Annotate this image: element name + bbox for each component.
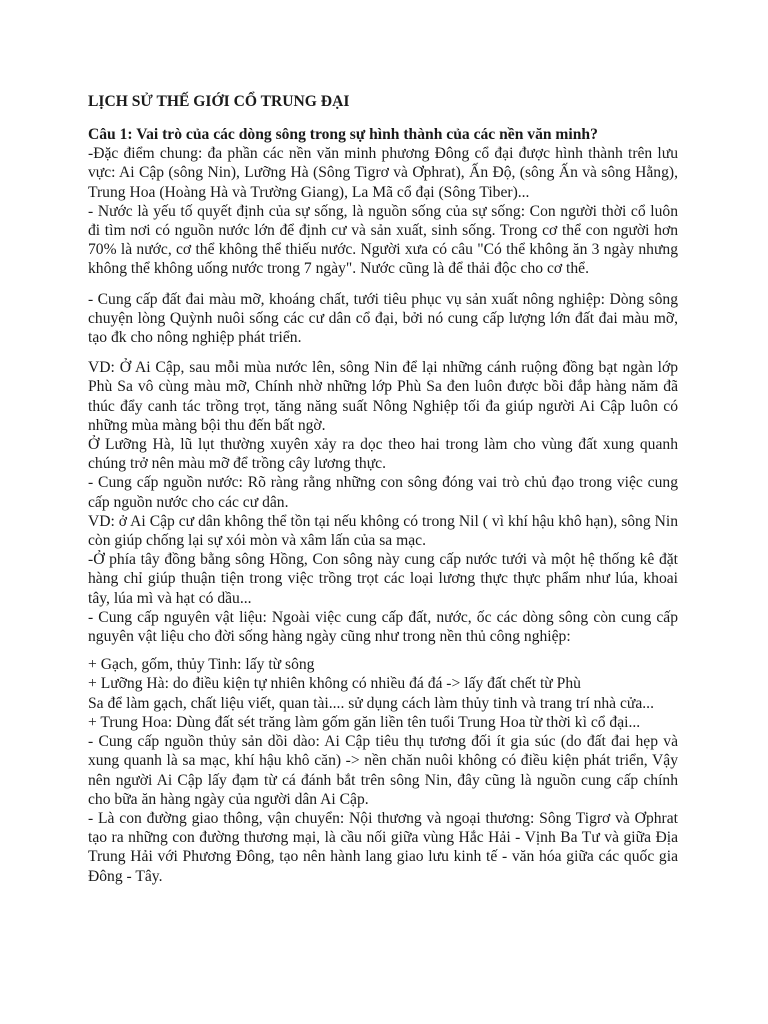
paragraph-mesopotamia-floods: Ở Lưỡng Hà, lũ lụt thường xuyên xảy ra dọc theo hai trong làm cho vùng đất xung quanh chúng trở nên màu mỡ để trồng cây lương thực. bbox=[88, 436, 678, 473]
paragraph-common-features: -Đặc điểm chung: đa phần các nền văn minh phương Đông cổ đại được hình thành trên lưu vực: Ai Cập (sông Nin), Lưỡng Hà (Sông Tigrơ và Ơphrat), Ấn Độ, (sông Ấn và sông Hằng), Trung Hoa (Hoàng Hà và Trường Giang), La Mã cổ đại (Sông Tiber)... bbox=[88, 145, 678, 201]
document-title: LỊCH SỬ THẾ GIỚI CỔ TRUNG ĐẠI bbox=[88, 93, 350, 110]
paragraph-transport-route: - Là con đường giao thông, vận chuyển: Nội thương và ngoại thương: Sông Tigrơ và Ơphrat tạo ra những con đường thương mại, là cầu nối giữa vùng Hắc Hải - Vịnh Ba Tư và giữa Địa Trung Hải với Phương Đông, tạo nên hành lang giao lưu kinh tế - văn hóa giữa các quốc gia Đông - Tây. bbox=[88, 809, 678, 885]
paragraph-raw-materials: - Cung cấp nguyên vật liệu: Ngoài việc cung cấp đất, nước, ốc các dòng sông còn cung cấp nguyên vật liệu cho đời sống hàng ngày cũng như trong nền thủ công nghiệp: bbox=[88, 608, 678, 646]
paragraph-red-river-west: -Ở phía tây đồng bằng sông Hồng, Con sông này cung cấp nước tưới và một hệ thống kê đặt hàng chỉ giúp thuận tiện trong việc trồng trọt các loại lương thực thực phẩm như lúa, khoai tây, lúa mì và hạt có dầu... bbox=[88, 551, 678, 607]
list-item-mesopotamia-cont: Sa để làm gạch, chất liệu viết, quan tài.... sử dụng cách làm thủy tinh và trang trí nhà cửa... bbox=[88, 694, 654, 712]
paragraph-water-supply: - Cung cấp nguồn nước: Rõ ràng rằng những con sông đóng vai trò chủ đạo trong việc cung cấp nguồn nước cho các cư dân. bbox=[88, 474, 678, 511]
paragraph-fertile-land: - Cung cấp đất đai màu mỡ, khoáng chất, tưới tiêu phục vụ sản xuất nông nghiệp: Dòng sông chuyện lòng Quỳnh nuôi sống các cư dân cổ đại, bởi nó cung cấp lượng lớn đất đai màu mỡ, tạo đk cho nông nghiệp phát triển. bbox=[88, 290, 678, 347]
list-item-bricks-pottery: + Gạch, gốm, thủy Tinh: lấy từ sông bbox=[88, 656, 315, 674]
question-heading: Câu 1: Vai trò của các dòng sông trong sự hình thành của các nền văn minh? bbox=[88, 126, 598, 143]
document-page bbox=[88, 92, 678, 886]
paragraph-water-importance: - Nước là yếu tố quyết định của sự sống, là nguồn sống của sự sống: Con người thời cổ luôn đi tìm nơi có nguồn nước lớn để định cư và sản xuất, sinh sống. Trong cơ thể con người hơn 70% là nước, cơ thể không thể thiếu nước. Người xưa có câu "Có thể không ăn 3 ngày nhưng không thể không uống nước trong 7 ngày". Nước cũng là để thải độc cho cơ thể. bbox=[88, 202, 678, 278]
paragraph-example-egypt-nile: VD: ở Ai Cập cư dân không thể tồn tại nếu không có trong Nil ( vì khí hậu khô hạn), sông Nin còn giúp chống lại sự xói mòn và xâm lấn của sa mạc. bbox=[88, 512, 678, 550]
paragraph-aquatic-resources: - Cung cấp nguồn thủy sản dồi dào: Ai Cập tiêu thụ tương đối ít gia súc (do đất đai hẹp và xung quanh là sa mạc, khí hậu khô căn) -> nền chăn nuôi không có điều kiện phát triển, Vậy nên người Ai Cập lấy đạm từ cá đánh bắt trên sông Nin, đây cũng là nguồn cung cấp chính cho bữa ăn hàng ngày của người dân Ai Cập. bbox=[88, 733, 678, 808]
list-item-mesopotamia: + Lưỡng Hà: do điều kiện tự nhiên không có nhiều đá đá -> lấy đất chết từ Phù bbox=[88, 675, 581, 693]
paragraph-example-egypt-silt: VD: Ở Ai Cập, sau mỗi mùa nước lên, sông Nin để lại những cánh ruộng đồng bạt ngàn lớp Phù Sa vô cùng màu mỡ, Chính nhờ những lớp Phù Sa đen luôn được bồi đắp hàng năm đã thúc đẩy canh tác trồng trọt, tăng năng suất Nông Nghiệp tối đa giúp người Ai Cập luôn có những mùa màng bội thu đến bất ngờ. bbox=[88, 359, 678, 434]
list-item-china: + Trung Hoa: Dùng đất sét trăng làm gốm găn liền tên tuổi Trung Hoa từ thời kì cổ đại... bbox=[88, 713, 641, 731]
